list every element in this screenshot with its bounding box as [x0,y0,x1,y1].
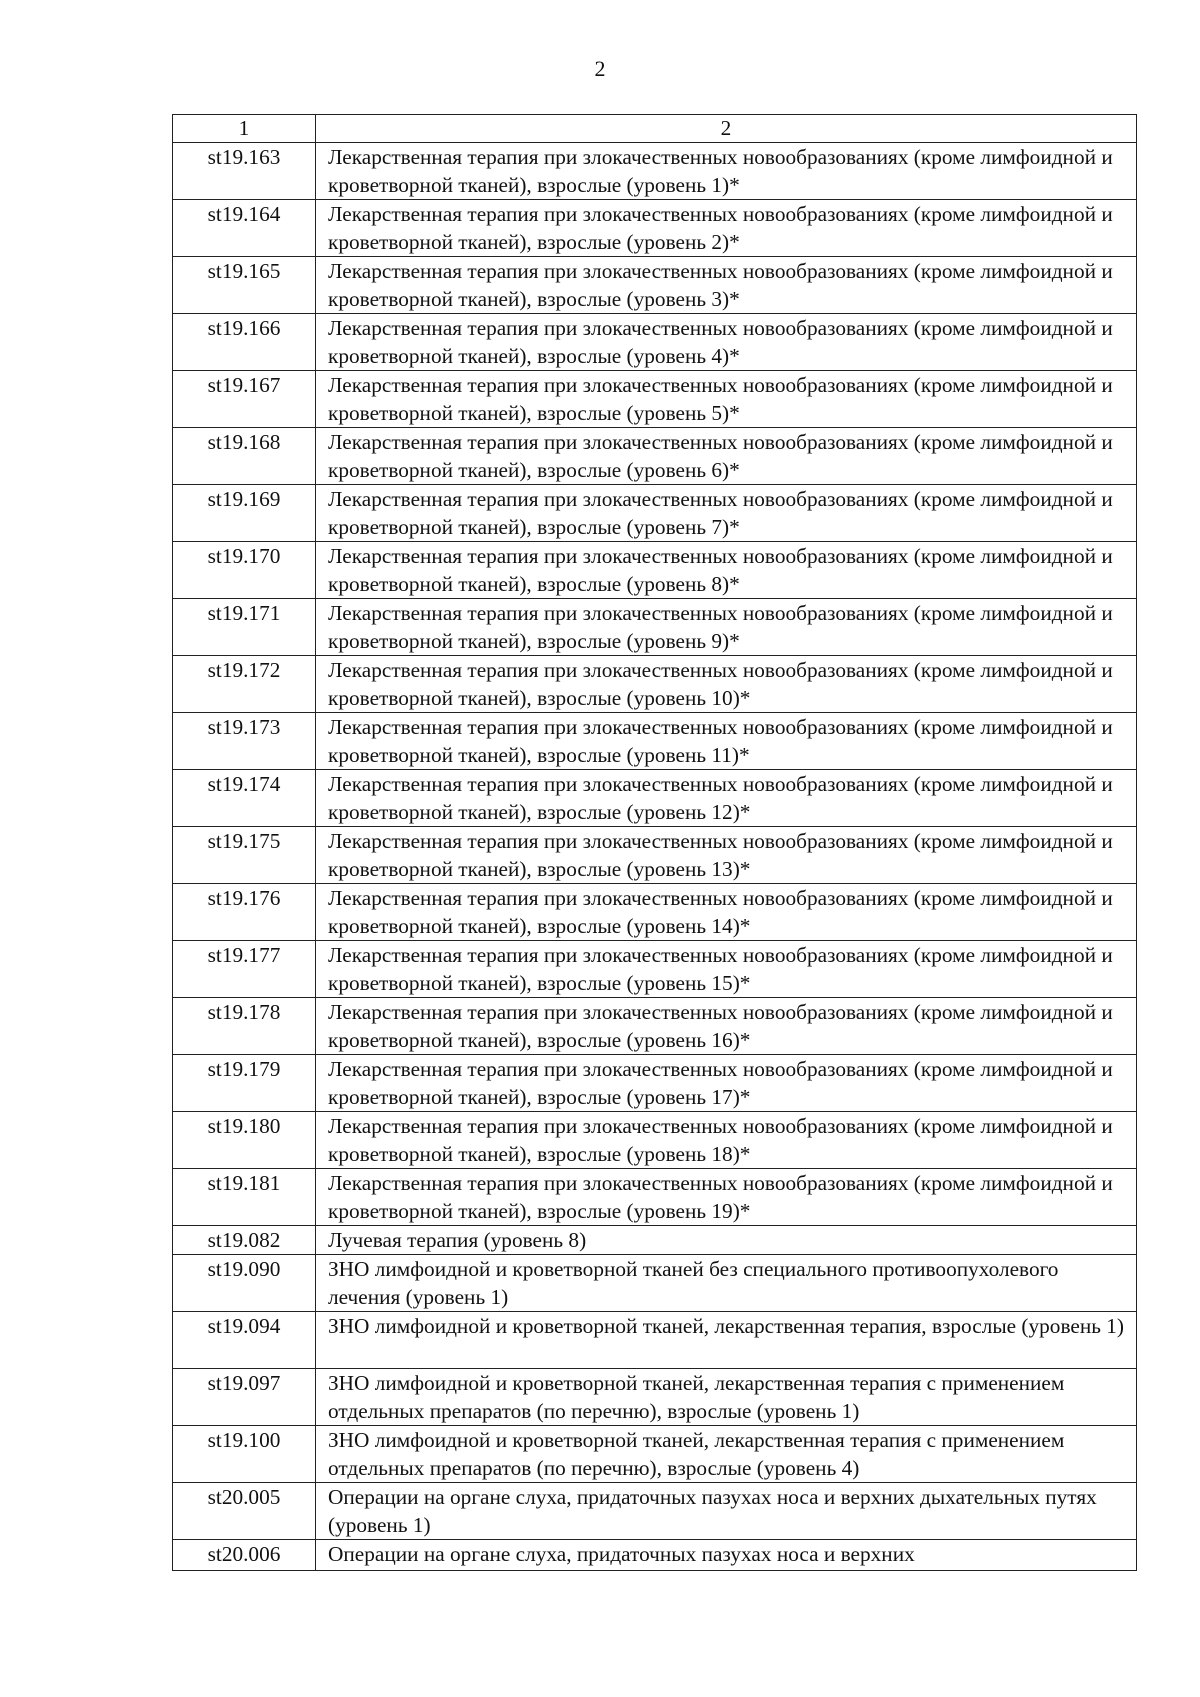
table-row [173,1169,1137,1226]
row-code: st19.180 [173,1112,316,1169]
row-code: st19.082 [173,1226,316,1255]
row-description: Лекарственная терапия при злокачественных новообразованиях (кроме лимфоидной и кроветворной тканей), взрослые (уровень 15)* [316,941,1137,998]
row-description: Лекарственная терапия при злокачественных новообразованиях (кроме лимфоидной и кроветворной тканей), взрослые (уровень 9)* [316,599,1137,656]
table-row [173,485,1137,542]
row-code: st19.174 [173,770,316,827]
row-description: Лекарственная терапия при злокачественных новообразованиях (кроме лимфоидной и кроветворной тканей), взрослые (уровень 13)* [316,827,1137,884]
row-code: st19.165 [173,257,316,314]
row-code: st19.181 [173,1169,316,1226]
table-row [173,599,1137,656]
row-code: st19.169 [173,485,316,542]
row-description: Лекарственная терапия при злокачественных новообразованиях (кроме лимфоидной и кроветворной тканей), взрослые (уровень 16)* [316,998,1137,1055]
table-row [173,1226,1137,1255]
row-code: st19.177 [173,941,316,998]
table-row [173,200,1137,257]
row-code: st19.179 [173,1055,316,1112]
table-row [173,1112,1137,1169]
table-row [173,257,1137,314]
row-code: st19.166 [173,314,316,371]
row-description: Лекарственная терапия при злокачественных новообразованиях (кроме лимфоидной и кроветворной тканей), взрослые (уровень 14)* [316,884,1137,941]
row-description: Лекарственная терапия при злокачественных новообразованиях (кроме лимфоидной и кроветворной тканей), взрослые (уровень 11)* [316,713,1137,770]
row-code: st19.164 [173,200,316,257]
table-row [173,1055,1137,1112]
row-description: Лекарственная терапия при злокачественных новообразованиях (кроме лимфоидной и кроветворной тканей), взрослые (уровень 19)* [316,1169,1137,1226]
row-description: Лекарственная терапия при злокачественных новообразованиях (кроме лимфоидной и кроветворной тканей), взрослые (уровень 12)* [316,770,1137,827]
row-description: Лекарственная терапия при злокачественных новообразованиях (кроме лимфоидной и кроветворной тканей), взрослые (уровень 1)* [316,143,1137,200]
row-code: st19.175 [173,827,316,884]
row-description: Лекарственная терапия при злокачественных новообразованиях (кроме лимфоидной и кроветворной тканей), взрослые (уровень 6)* [316,428,1137,485]
table-row [173,371,1137,428]
row-code: st19.100 [173,1426,316,1483]
row-description: Лучевая терапия (уровень 8) [316,1226,1137,1255]
table-row [173,656,1137,713]
row-description: Лекарственная терапия при злокачественных новообразованиях (кроме лимфоидной и кроветворной тканей), взрослые (уровень 5)* [316,371,1137,428]
row-description: Лекарственная терапия при злокачественных новообразованиях (кроме лимфоидной и кроветворной тканей), взрослые (уровень 17)* [316,1055,1137,1112]
table-row [173,998,1137,1055]
row-description: Операции на органе слуха, придаточных пазухах носа и верхних дыхательных путях (уровень 1) [316,1483,1137,1540]
row-description: Лекарственная терапия при злокачественных новообразованиях (кроме лимфоидной и кроветворной тканей), взрослые (уровень 10)* [316,656,1137,713]
row-code: st19.171 [173,599,316,656]
tariff-table [172,114,1137,1571]
table-row [173,941,1137,998]
row-description: Лекарственная терапия при злокачественных новообразованиях (кроме лимфоидной и кроветворной тканей), взрослые (уровень 3)* [316,257,1137,314]
row-code: st19.170 [173,542,316,599]
row-description: Лекарственная терапия при злокачественных новообразованиях (кроме лимфоидной и кроветворной тканей), взрослые (уровень 7)* [316,485,1137,542]
row-description: Лекарственная терапия при злокачественных новообразованиях (кроме лимфоидной и кроветворной тканей), взрослые (уровень 18)* [316,1112,1137,1169]
row-code: st19.176 [173,884,316,941]
table-row [173,770,1137,827]
row-code: st19.097 [173,1369,316,1426]
row-description: Лекарственная терапия при злокачественных новообразованиях (кроме лимфоидной и кроветворной тканей), взрослые (уровень 4)* [316,314,1137,371]
table-row [173,827,1137,884]
row-description: ЗНО лимфоидной и кроветворной тканей без специального противоопухолевого лечения (уровень 1) [316,1255,1137,1312]
table-row [173,1540,1137,1571]
row-code: st19.163 [173,143,316,200]
row-code: st19.173 [173,713,316,770]
column-header-1: 1 [173,115,316,143]
page-number: 2 [594,56,606,81]
table-row [173,1426,1137,1483]
row-description: Лекарственная терапия при злокачественных новообразованиях (кроме лимфоидной и кроветворной тканей), взрослые (уровень 2)* [316,200,1137,257]
table-row [173,1255,1137,1312]
table-row [173,713,1137,770]
row-code: st19.168 [173,428,316,485]
table-row [173,1312,1137,1369]
row-code: st19.172 [173,656,316,713]
row-code: st20.005 [173,1483,316,1540]
row-code: st19.167 [173,371,316,428]
row-description: ЗНО лимфоидной и кроветворной тканей, лекарственная терапия с применением отдельных препаратов (по перечню), взрослые (уровень 4) [316,1426,1137,1483]
column-header-2: 2 [316,115,1137,143]
row-description: ЗНО лимфоидной и кроветворной тканей, лекарственная терапия с применением отдельных препаратов (по перечню), взрослые (уровень 1) [316,1369,1137,1426]
row-code: st19.090 [173,1255,316,1312]
table-row [173,542,1137,599]
table-row [173,1369,1137,1426]
table-row [173,314,1137,371]
row-description: Операции на органе слуха, придаточных пазухах носа и верхних [316,1540,1137,1571]
table-row [173,428,1137,485]
table-header-row [173,115,1137,143]
row-description: ЗНО лимфоидной и кроветворной тканей, лекарственная терапия, взрослые (уровень 1) [316,1312,1137,1369]
row-code: st19.094 [173,1312,316,1369]
row-code: st19.178 [173,998,316,1055]
table-row [173,1483,1137,1540]
table-row [173,143,1137,200]
row-code: st20.006 [173,1540,316,1571]
row-description: Лекарственная терапия при злокачественных новообразованиях (кроме лимфоидной и кроветворной тканей), взрослые (уровень 8)* [316,542,1137,599]
table-row [173,884,1137,941]
